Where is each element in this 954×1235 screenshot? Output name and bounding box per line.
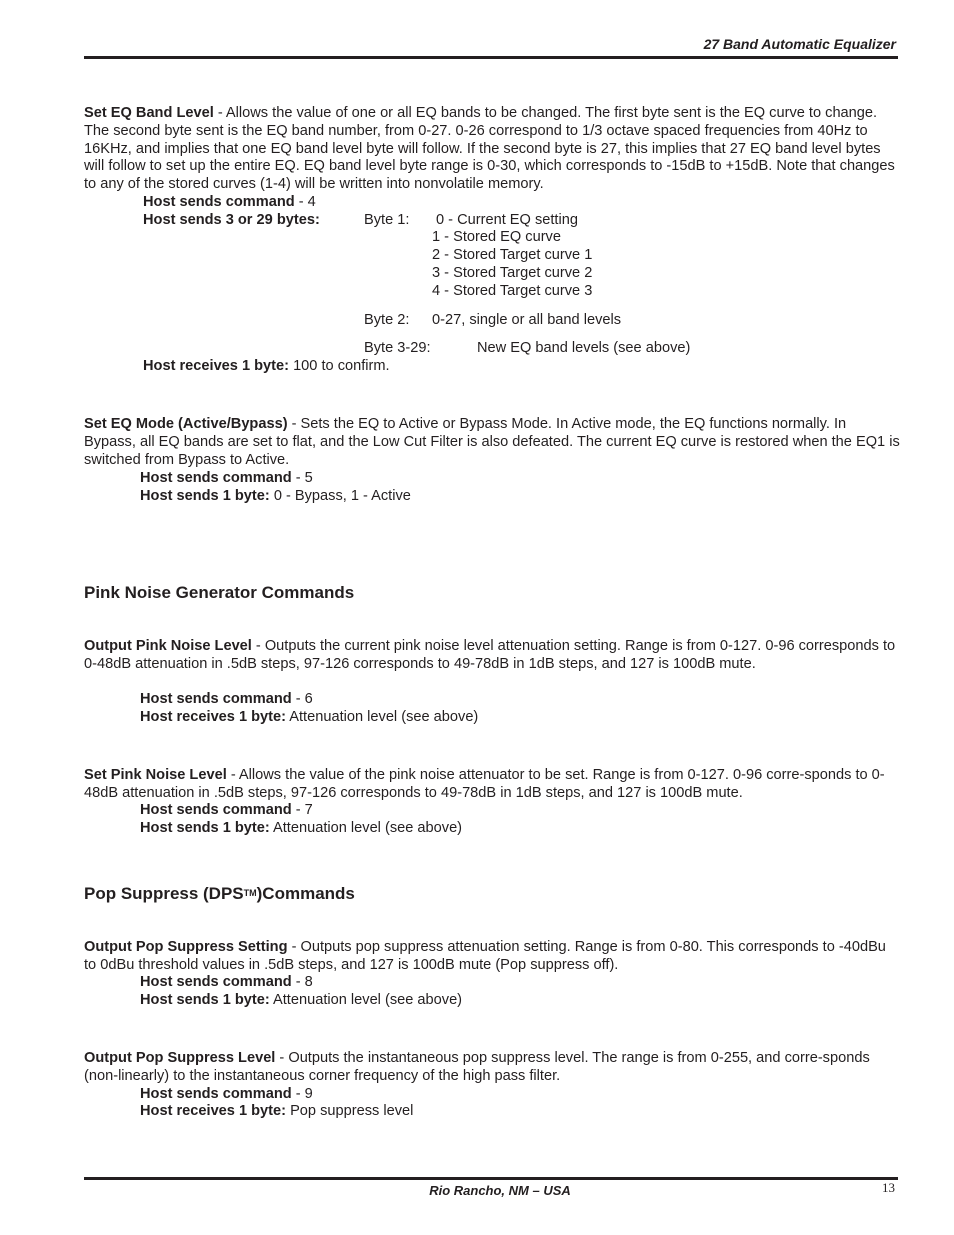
output-pink-heading: Output Pink Noise Level [84,638,252,654]
bytes-label: Host sends 1 byte: [140,992,270,1008]
output-pop-setting-bytes [140,992,462,1010]
cmd-label: Host sends command [140,974,292,990]
byte1-option: 2 - Stored Target curve 1 [432,247,593,263]
output-pop-level-heading: Output Pop Suppress Level [84,1050,276,1066]
byte3-label: Byte 3-29: [364,340,431,356]
output-pink-body: - Outputs the current pink noise level attenuation setting. Range is from 0-127. 0-96 corresponds to 0-48dB attenuation in .5dB steps, 97-126 corresponds to 49-78dB in 1dB steps, and 127 is 100dB mute. [84,638,896,672]
cmd-value: - 9 [291,1086,313,1102]
recv-label: Host receives 1 byte: [143,358,290,374]
output-pop-level-description [84,1050,900,1086]
cmd-label: Host sends command [140,470,292,486]
output-pop-level-cmd [140,1086,313,1104]
pop-suppress-section-title [84,884,355,904]
trademark-mark: TM [243,888,257,898]
bytes-label: Host sends 3 or 29 bytes: [143,212,320,228]
pop-title-a: Pop Suppress (DPS [84,884,244,903]
output-pop-setting-body: - Outputs pop suppress attenuation setting. Range is from 0-80. This corresponds to -40dBu to 0dBu threshold values in .5dB steps, and 127 is 100dB mute (Pop suppress off). [84,939,886,973]
cmd-label: Host sends command [143,194,295,210]
recv-value: 100 to confirm. [289,358,390,374]
cmd-value: - 6 [291,691,313,707]
set-eq-band-heading: Set EQ Band Level [84,105,214,121]
recv-label: Host receives 1 byte: [140,709,287,725]
cmd-label: Host sends command [140,1086,292,1102]
cmd-value: - 8 [291,974,313,990]
set-eq-band-cmd [143,194,316,212]
set-eq-band-recv [143,358,390,376]
bytes-value: Attenuation level (see above) [269,820,463,836]
set-eq-mode-heading: Set EQ Mode (Active/Bypass) [84,416,288,432]
output-pop-level-recv [140,1103,413,1121]
output-pop-setting-description [84,939,900,975]
set-pink-description [84,767,900,803]
bytes-value: Attenuation level (see above) [269,992,463,1008]
set-eq-mode-body: - Sets the EQ to Active or Bypass Mode. In Active mode, the EQ functions normally. In Bypass, all EQ bands are set to flat, and the Low Cut Filter is also defeated. The current EQ curve is restored when the EQ1 is switched from Bypass to Active. [84,416,900,468]
cmd-value: - 5 [291,470,313,486]
bytes-label: Host sends 1 byte: [140,488,270,504]
byte1-option: 1 - Stored EQ curve [432,229,561,245]
output-pop-level-body: - Outputs the instantaneous pop suppress level. The range is from 0-255, and corre-sponds (non-linearly) to the instantaneous corner frequency of the high pass filter. [84,1050,870,1084]
header-rule [84,56,898,59]
set-eq-mode-bytes [140,488,411,506]
footer-rule [84,1177,898,1180]
byte2-label: Byte 2: [364,312,410,328]
pink-noise-section-title: Pink Noise Generator Commands [84,583,355,602]
set-pink-heading: Set Pink Noise Level [84,767,227,783]
byte2-value: 0-27, single or all band levels [432,312,622,328]
set-eq-mode-cmd [140,470,313,488]
set-eq-band-bytes-label [143,212,320,230]
byte3-value: New EQ band levels (see above) [477,340,691,356]
running-header: 27 Band Automatic Equalizer [703,36,896,52]
output-pop-setting-heading: Output Pop Suppress Setting [84,939,288,955]
byte1-option: 4 - Stored Target curve 3 [432,283,593,299]
output-pink-description [84,638,900,674]
output-pop-setting-cmd [140,974,313,992]
output-pink-recv [140,709,478,727]
cmd-value: - 4 [294,194,316,210]
pop-title-b: )Commands [256,884,355,903]
set-eq-band-body: - Allows the value of one or all EQ bands to be changed. The first byte sent is the EQ curve to change. The second byte sent is the EQ band number, from 0-27. 0-26 correspond to 1/3 octave spaced frequencies from 40Hz to 16KHz, and implies that one EQ band level byte will follow. If the second byte is 27, this implies that 27 EQ band level bytes will follow to set up the entire EQ. EQ band level byte range is 0-30, which corresponds to -15dB to +15dB. Note that changes to any of the stored curves (1-4) will be written into nonvolatile memory. [84,105,895,193]
output-pink-cmd [140,691,313,709]
recv-label: Host receives 1 byte: [140,1103,287,1119]
set-eq-band-description [84,105,900,194]
set-pink-body: - Allows the value of the pink noise attenuator to be set. Range is from 0-127. 0-96 corre-sponds to 0-48dB attenuation in .5dB steps, 97-126 corresponds to 49-78dB in 1dB steps, and 127 is 100dB mute. [84,767,885,801]
byte1-option: 0 - Current EQ setting [436,212,578,228]
footer-location: Rio Rancho, NM – USA [429,1183,571,1198]
cmd-value: - 7 [291,802,313,818]
bytes-value: 0 - Bypass, 1 - Active [269,488,411,504]
recv-value: Attenuation level (see above) [286,709,479,725]
set-eq-mode-description [84,416,900,469]
set-pink-bytes [140,820,462,838]
page-number: 13 [882,1180,895,1195]
byte1-option: 3 - Stored Target curve 2 [432,265,593,281]
set-pink-cmd [140,802,313,820]
cmd-label: Host sends command [140,691,292,707]
byte1-label: Byte 1: [364,212,410,228]
cmd-label: Host sends command [140,802,292,818]
recv-value: Pop suppress level [286,1103,414,1119]
bytes-label: Host sends 1 byte: [140,820,270,836]
